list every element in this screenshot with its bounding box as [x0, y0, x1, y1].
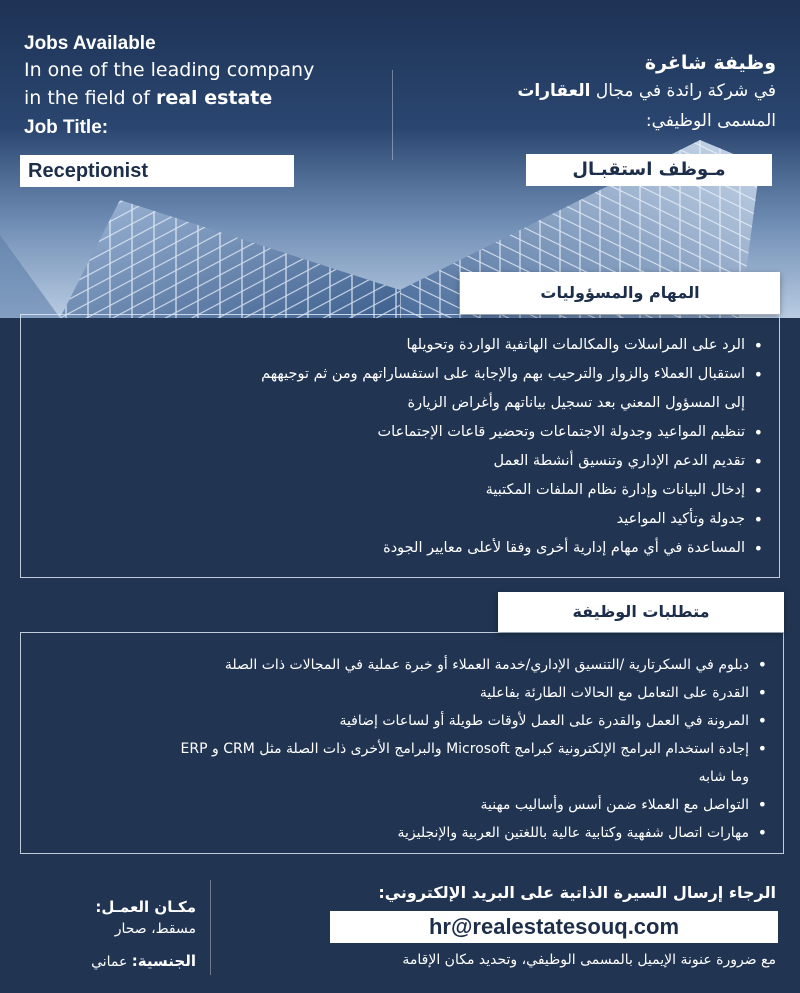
arabic-job-title-box: مـوظف استقبـال [526, 154, 772, 186]
arabic-intro [416, 50, 776, 136]
list-item: • تنظيم المواعيد وجدولة الاجتماعات وتحضير قاعات الإجتماعات [35, 418, 763, 447]
list-item-continuation: وما شابه [698, 769, 749, 785]
requirements-heading: متطلبات الوظيفة [498, 592, 784, 632]
list-item: • إجادة استخدام البرامج الإلكترونية كبرامج Microsoft والبرامج الأخرى ذات الصلة مثل CRM و ERP [35, 735, 767, 763]
list-item: • استقبال العملاء والزوار والترحيب بهم والإجابة على استفساراتهم ومن ثم توجيههم [35, 360, 763, 389]
arabic-line-1: في شركة رائدة في مجال العقارات [517, 81, 776, 101]
requirements-panel [20, 632, 784, 854]
list-item: • جدولة وتأكيد المواعيد [35, 505, 763, 534]
english-intro [24, 32, 364, 140]
location-info [24, 896, 196, 975]
english-line-1: In one of the leading company [24, 59, 315, 81]
work-location-label: مكـان العمـل: [95, 898, 196, 916]
header-divider [392, 70, 393, 160]
list-item: • الرد على المراسلات والمكالمات الهاتفية الواردة وتحويلها [35, 331, 763, 360]
work-location-value: مسقط، صحار [114, 921, 196, 937]
email-address[interactable]: hr@realestatesouq.com [330, 911, 778, 943]
jobs-available-heading: Jobs Available [24, 33, 156, 54]
email-prompt: الرجاء إرسال السيرة الذاتية على البريد الإلكتروني: [378, 883, 776, 902]
nationality-line [24, 948, 196, 975]
responsibilities-heading: المهام والمسؤوليات [460, 272, 780, 314]
responsibilities-panel [20, 314, 780, 578]
arabic-job-title-label: المسمى الوظيفي: [645, 111, 776, 131]
nationality-label: الجنسية: [131, 952, 196, 970]
arabic-title: وظيفة شاغرة [644, 52, 776, 74]
english-line-2: in the field of real estate [24, 87, 273, 109]
english-job-title-label: Job Title: [24, 117, 109, 138]
nationality-value: عماني [91, 954, 132, 970]
list-item: • التواصل مع العملاء ضمن أسس وأساليب مهنية [35, 791, 767, 819]
english-job-title-box: Receptionist [20, 155, 294, 187]
list-item: • المرونة في العمل والقدرة على العمل لأوقات طويلة أو لساعات إضافية [35, 707, 767, 735]
footer-divider [210, 880, 211, 975]
list-item: • دبلوم في السكرتارية /التنسيق الإداري/خدمة العملاء أو خبرة عملية في المجالات ذات الصلة [35, 651, 767, 679]
email-note: مع ضرورة عنونة الإيميل بالمسمى الوظيفي، وتحديد مكان الإقامة [402, 952, 776, 968]
list-item: • إدخال البيانات وإدارة نظام الملفات المكتبية [35, 476, 763, 505]
list-item-continuation: إلى المسؤول المعني بعد تسجيل بياناتهم وأغراض الزيارة [407, 395, 745, 411]
list-item: • مهارات اتصال شفهية وكتابية عالية باللغتين العربية والإنجليزية [35, 819, 767, 847]
list-item: • المساعدة في أي مهام إدارية أخرى وفقا لأعلى معايير الجودة [35, 534, 763, 563]
list-item: • القدرة على التعامل مع الحالات الطارئة بفاعلية [35, 679, 767, 707]
list-item: • تقديم الدعم الإداري وتنسيق أنشطة العمل [35, 447, 763, 476]
